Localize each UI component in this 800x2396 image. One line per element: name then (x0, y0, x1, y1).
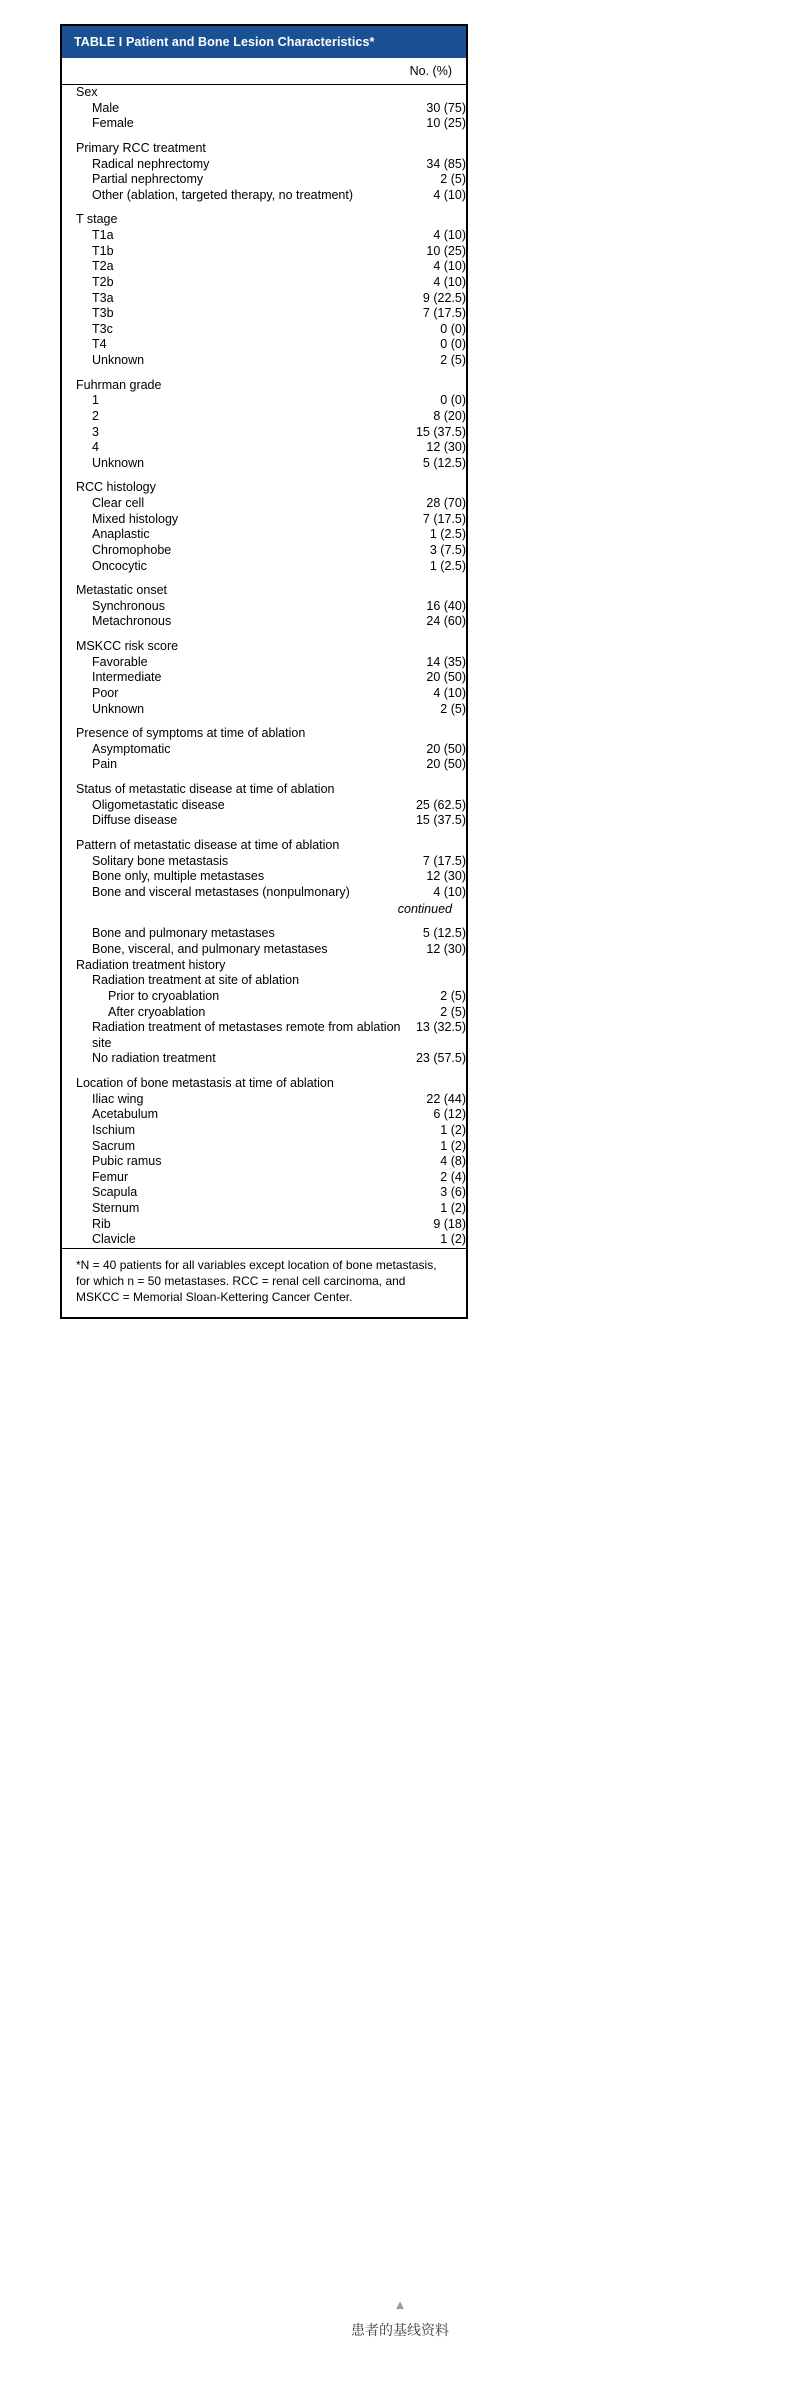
row-value: 9 (18) (433, 1216, 466, 1231)
table-row (62, 942, 466, 958)
row-label: 3 (92, 424, 99, 439)
row-value: 2 (5) (440, 172, 466, 187)
row-label: 4 (92, 440, 99, 455)
row-label: No radiation treatment (92, 1051, 216, 1066)
row-value: 2 (5) (440, 353, 466, 367)
row-label: Location of bone metastasis at time of ablation (76, 1076, 334, 1090)
row-value: 2 (5) (440, 1004, 466, 1019)
row-value: 2 (4) (440, 1169, 466, 1184)
row-value: 7 (17.5) (422, 853, 466, 868)
table-row (62, 1020, 466, 1051)
row-label: T4 (92, 337, 107, 352)
row-label: Diffuse disease (92, 813, 178, 828)
row-label: Mixed histology (92, 511, 179, 526)
row-value: 1 (2) (440, 1201, 466, 1215)
row-label: T1b (92, 243, 114, 258)
row-value (416, 85, 466, 101)
table-row (62, 132, 466, 157)
table-row (62, 1139, 466, 1155)
table-row (62, 926, 466, 942)
row-value: 3 (7.5) (429, 542, 466, 557)
table-row (62, 157, 466, 173)
row-label: Bone and visceral metastases (nonpulmonary) (92, 884, 350, 899)
row-label: Pattern of metastatic disease at time of ablation (76, 837, 340, 852)
table-footnote: *N = 40 patients for all variables except location of bone metastasis, for which n = 50 metastases. RCC = renal cell carcinoma, and MSKCC = Memorial Sloan-Kettering Cancer Center. (62, 1248, 466, 1317)
caret-up-icon: ▲ (393, 2297, 407, 2312)
table-row (62, 275, 466, 291)
table-row (62, 322, 466, 338)
table-row (62, 337, 466, 353)
table-row (62, 1067, 466, 1092)
table-row (62, 813, 466, 829)
row-label: Unknown (92, 353, 145, 367)
row-label: Male (92, 100, 120, 115)
row-label: Presence of symptoms at time of ablation (76, 726, 306, 741)
row-value: 25 (62.5) (415, 797, 466, 812)
row-value: 15 (37.5) (415, 813, 466, 828)
row-value: 1 (2.5) (429, 558, 466, 573)
row-label: Anaplastic (92, 527, 150, 542)
row-label: Synchronous (92, 598, 165, 613)
row-value: 20 (50) (426, 757, 466, 772)
table-row (62, 172, 466, 188)
table-row (62, 1092, 466, 1108)
row-value: 0 (0) (440, 393, 466, 408)
row-value: 24 (60) (426, 614, 466, 629)
row-label: Other (ablation, targeted therapy, no treatment) (92, 187, 354, 202)
row-value: 14 (35) (426, 654, 466, 669)
row-value: 5 (12.5) (422, 926, 466, 941)
row-label: Poor (92, 685, 119, 700)
row-value: 12 (30) (426, 942, 466, 956)
row-label: Status of metastatic disease at time of ablation (76, 782, 335, 796)
table-row (62, 599, 466, 615)
row-value: 4 (10) (433, 685, 466, 700)
row-value: 0 (0) (440, 337, 466, 352)
row-value: 1 (2) (440, 1232, 466, 1247)
row-value: 9 (22.5) (422, 290, 466, 305)
row-value: 30 (75) (426, 100, 466, 115)
figure-caption (0, 2297, 800, 2340)
row-value: 5 (12.5) (422, 455, 466, 470)
table-row (62, 1201, 466, 1217)
row-label: Radical nephrectomy (92, 156, 210, 171)
table-row (62, 829, 466, 854)
row-value (416, 717, 466, 742)
table-row (62, 496, 466, 512)
table-row (62, 655, 466, 671)
table-row (62, 702, 466, 718)
row-value: 0 (0) (440, 321, 466, 336)
row-label: T3b (92, 306, 114, 321)
row-label: Sternum (92, 1201, 140, 1215)
table-row (62, 958, 466, 974)
row-label: Female (92, 116, 134, 131)
row-label: Pubic ramus (92, 1154, 162, 1169)
table-row (62, 188, 466, 204)
table-row (62, 773, 466, 798)
row-value (416, 773, 466, 798)
row-value: 12 (30) (426, 869, 466, 884)
row-value (416, 471, 466, 496)
table-row (62, 512, 466, 528)
table-row (62, 409, 466, 425)
row-label: T2a (92, 259, 114, 274)
row-label: Unknown (92, 701, 145, 716)
row-label: Asymptomatic (92, 741, 171, 756)
row-value: 4 (8) (440, 1154, 466, 1169)
table-row (62, 1170, 466, 1186)
table-row (62, 203, 466, 228)
row-label: After cryoablation (108, 1004, 206, 1019)
row-label: Pain (92, 757, 118, 772)
row-value: 1 (2) (440, 1138, 466, 1153)
row-label: Scapula (92, 1185, 138, 1200)
row-value (416, 203, 466, 228)
row-value: 28 (70) (426, 496, 466, 510)
row-label: Radiation treatment of metastases remote from ablation site (92, 1020, 401, 1050)
row-value: 2 (5) (440, 988, 466, 1003)
row-label: Radiation treatment at site of ablation (92, 973, 300, 988)
row-value: 6 (12) (433, 1107, 466, 1122)
table-row (62, 989, 466, 1005)
row-label: Intermediate (92, 670, 162, 685)
row-label: Primary RCC treatment (76, 140, 206, 155)
table-row (62, 757, 466, 773)
row-label: Prior to cryoablation (108, 988, 220, 1003)
row-label: Solitary bone metastasis (92, 853, 229, 868)
row-value: 8 (20) (433, 408, 466, 423)
table-body (62, 85, 466, 1248)
row-label: Metastatic onset (76, 583, 168, 598)
table-row (62, 1217, 466, 1233)
row-label: T2b (92, 274, 114, 289)
row-label: MSKCC risk score (76, 639, 179, 653)
row-value (416, 958, 466, 974)
row-value: 2 (5) (440, 701, 466, 716)
row-value: 7 (17.5) (422, 306, 466, 321)
row-label: Unknown (92, 455, 145, 470)
row-label: Sex (76, 85, 98, 99)
continued-label: continued (397, 902, 452, 917)
row-value: 10 (25) (426, 116, 466, 131)
row-label: Bone, visceral, and pulmonary metastases (92, 942, 328, 956)
row-label: Metachronous (92, 614, 172, 629)
table-row (62, 425, 466, 441)
row-label: T3a (92, 290, 114, 305)
row-value: 7 (17.5) (422, 511, 466, 526)
row-value: 20 (50) (426, 670, 466, 685)
caption-text: 患者的基线资料 (351, 2322, 449, 2338)
row-value: 10 (25) (426, 243, 466, 258)
table-row (62, 686, 466, 702)
table-row (62, 574, 466, 599)
table-row (62, 291, 466, 307)
table-row (62, 869, 466, 885)
row-value: 1 (2) (440, 1122, 466, 1137)
row-value (416, 630, 466, 655)
table-row (62, 1005, 466, 1021)
table-row (62, 1232, 466, 1248)
table-row (62, 116, 466, 132)
table-row (62, 1185, 466, 1201)
row-label: Favorable (92, 654, 148, 669)
row-value: 12 (30) (426, 440, 466, 455)
row-value: 20 (50) (426, 741, 466, 756)
table-row (62, 885, 466, 901)
table-row (62, 543, 466, 559)
row-label: Acetabulum (92, 1107, 159, 1122)
row-value (416, 829, 466, 854)
row-label: Femur (92, 1169, 129, 1184)
table-row (62, 973, 466, 989)
table-row (62, 798, 466, 814)
table-row (62, 440, 466, 456)
row-label: RCC histology (76, 480, 156, 495)
table-row (62, 670, 466, 686)
row-label: Oligometastatic disease (92, 797, 225, 812)
row-label: Rib (92, 1216, 111, 1231)
table-row (62, 1123, 466, 1139)
row-value: 23 (57.5) (415, 1051, 466, 1066)
row-value: 16 (40) (426, 598, 466, 613)
row-label: Sacrum (92, 1138, 136, 1153)
table-row (62, 456, 466, 472)
table-row (62, 559, 466, 575)
row-value: 3 (6) (440, 1185, 466, 1200)
table-row (62, 471, 466, 496)
table-row (62, 1051, 466, 1067)
table-row (62, 85, 466, 101)
row-label: Clavicle (92, 1232, 136, 1247)
row-label: T1a (92, 228, 114, 242)
row-value: 13 (32.5) (415, 1020, 466, 1035)
table-continued-marker (62, 900, 466, 926)
row-value: 15 (37.5) (415, 424, 466, 439)
table-row (62, 1107, 466, 1123)
table-row (62, 353, 466, 369)
table-row (62, 369, 466, 394)
row-value (416, 1067, 466, 1092)
table-row (62, 854, 466, 870)
table-row (62, 717, 466, 742)
table-row (62, 228, 466, 244)
row-value: 4 (10) (433, 259, 466, 274)
table-row (62, 101, 466, 117)
row-value: 22 (44) (426, 1091, 466, 1106)
row-label: Chromophobe (92, 542, 172, 557)
row-label: Fuhrman grade (76, 377, 162, 392)
table-row (62, 742, 466, 758)
row-value: 4 (10) (433, 228, 466, 242)
table-column-header: No. (%) (62, 58, 466, 85)
row-label: Bone and pulmonary metastases (92, 926, 275, 941)
row-value (416, 574, 466, 599)
row-label: Radiation treatment history (76, 957, 226, 972)
row-value: 4 (10) (433, 187, 466, 202)
row-label: T stage (76, 212, 118, 227)
row-label: Ischium (92, 1122, 136, 1137)
table-row (62, 393, 466, 409)
table-row (62, 244, 466, 260)
row-value (416, 369, 466, 394)
row-value (416, 132, 466, 157)
table-title: TABLE I Patient and Bone Lesion Characteristics* (62, 26, 466, 58)
row-value (416, 973, 466, 989)
table-row (62, 259, 466, 275)
row-label: T3c (92, 321, 113, 336)
row-value: 34 (85) (426, 156, 466, 171)
row-value: 4 (10) (433, 274, 466, 289)
table-row (62, 306, 466, 322)
row-label: 2 (92, 408, 99, 423)
table-row (62, 527, 466, 543)
row-value: 1 (2.5) (429, 527, 466, 542)
row-label: 1 (92, 393, 99, 408)
row-value: 4 (10) (433, 884, 466, 899)
table-row (62, 630, 466, 655)
row-label: Clear cell (92, 496, 145, 510)
row-label: Bone only, multiple metastases (92, 869, 265, 884)
row-label: Partial nephrectomy (92, 172, 204, 187)
table-row (62, 614, 466, 630)
row-label: Oncocytic (92, 558, 147, 573)
characteristics-table (60, 24, 468, 1319)
table-row (62, 1154, 466, 1170)
row-label: Iliac wing (92, 1091, 144, 1106)
